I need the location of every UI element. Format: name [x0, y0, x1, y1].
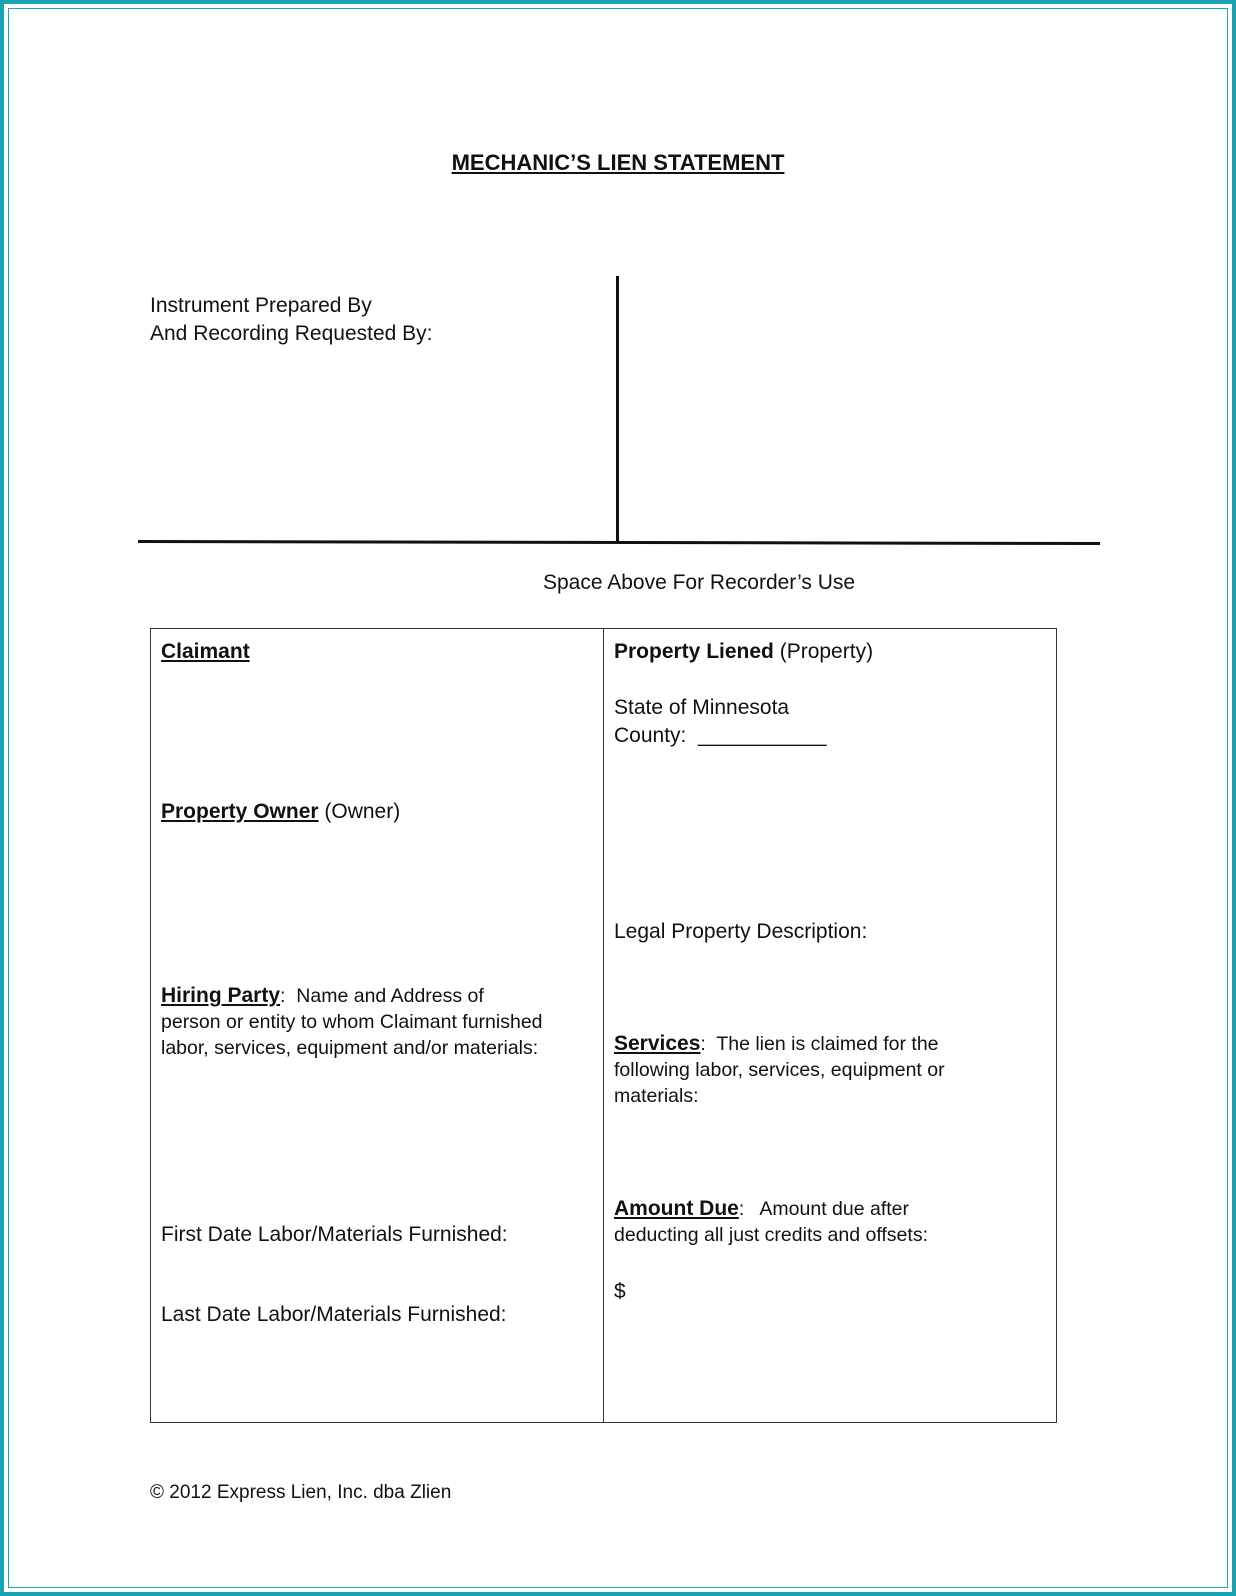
legal-description-field: Legal Property Description: [614, 920, 868, 943]
services-field [614, 1031, 945, 1109]
amount-due-field [614, 1196, 928, 1248]
amount-due-line2: deducting all just credits and offsets: [614, 1224, 928, 1246]
prepared-by-line1: Instrument Prepared By [150, 294, 372, 317]
table-column-divider [603, 628, 604, 1423]
prepared-by-line2: And Recording Requested By: [150, 322, 433, 345]
recorder-vertical-rule [616, 276, 619, 542]
hiring-party-field [161, 983, 543, 1061]
amount-due-line1: : Amount due after [738, 1198, 910, 1220]
document-title: MECHANIC’S LIEN STATEMENT [451, 150, 785, 175]
property-liened-suffix: (Property) [773, 640, 874, 663]
amount-due-label: Amount Due [614, 1197, 739, 1220]
prepared-by-block [150, 292, 433, 348]
hiring-party-line1: Name and Address of [285, 985, 484, 1007]
services-label: Services [614, 1032, 701, 1055]
amount-dollar-sign: $ [614, 1280, 626, 1303]
services-line2: following labor, services, equipment or [614, 1059, 945, 1081]
hiring-party-label: Hiring Party [161, 984, 281, 1007]
claimant-label: Claimant [161, 640, 250, 663]
first-date-field: First Date Labor/Materials Furnished: [161, 1223, 508, 1246]
state-line: State of Minnesota [614, 696, 790, 719]
services-line1: : The lien is claimed for the [700, 1033, 939, 1055]
claimant-field [161, 638, 250, 666]
property-liened-label: Property Liened [614, 640, 774, 663]
hiring-party-colon: : [280, 985, 286, 1007]
last-date-field: Last Date Labor/Materials Furnished: [161, 1303, 507, 1326]
hiring-party-line3: labor, services, equipment and/or materials: [161, 1037, 539, 1059]
property-liened-field [614, 638, 873, 666]
property-owner-label: Property Owner [161, 800, 319, 823]
services-line3: materials: [614, 1085, 699, 1107]
property-owner-field [161, 798, 400, 826]
recorder-note: Space Above For Recorder’s Use [543, 571, 856, 594]
copyright-footer: © 2012 Express Lien, Inc. dba Zlien [150, 1482, 452, 1503]
state-county-block [614, 694, 827, 750]
county-line: County: ___________ [614, 724, 827, 747]
property-owner-suffix: (Owner) [318, 800, 401, 823]
hiring-party-line2: person or entity to whom Claimant furnished [161, 1011, 543, 1033]
